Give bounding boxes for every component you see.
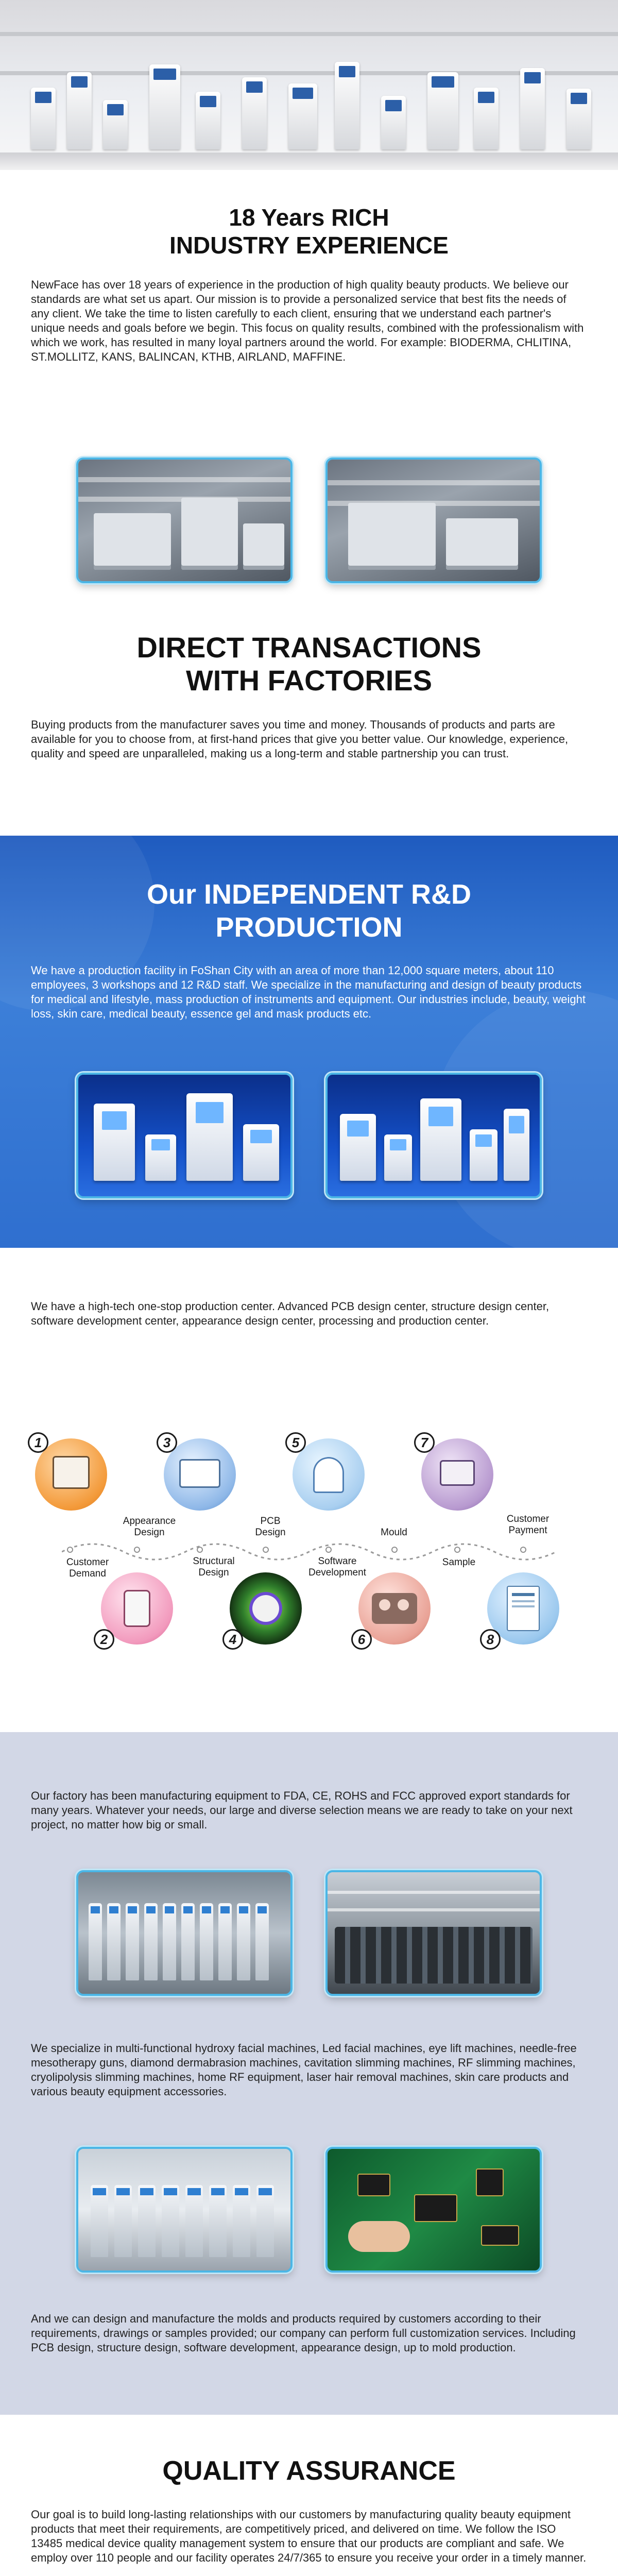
quality-title: QUALITY ASSURANCE [162,2456,456,2486]
experience-title-line2: INDUSTRY EXPERIENCE [169,232,449,259]
step-2-number: 2 [94,1629,114,1650]
direct-title-line1: DIRECT TRANSACTIONS [136,631,482,664]
flow-dot [520,1547,526,1553]
flow-dot [197,1547,203,1553]
flow-dot [391,1547,398,1553]
step-5-number: 5 [285,1432,306,1453]
rd-title-line1: Our INDEPENDENT R&D [146,879,472,910]
flow-dot [67,1547,73,1553]
step-1-label: Customer Demand [66,1557,109,1579]
rd-body: We have a production facility in FoShan City with an area of more than 12,000 square meters, about 110 employees, 3 workshops and 12 R&D staff. We specialize in the manufacturing and design of beauty products for medical and lifestyle, mass production of instruments and equipment. Our industries include, beauty, weight loss, skin care, medical beauty, essence gel and mask products etc. [31,964,586,1020]
product-showcase-photo [76,1073,293,1198]
step-8-number: 8 [480,1629,501,1650]
hero-showroom-image [0,0,618,170]
step-3-number: 3 [157,1432,177,1453]
quality-section [0,2415,618,2576]
flow-dot [263,1547,269,1553]
step-7-number: 7 [414,1432,435,1453]
direct-title [31,631,587,697]
factory-photo [325,457,542,583]
process-diagram [0,1418,618,1696]
product-showcase-photo [325,1073,542,1198]
step-8-label: Sample [442,1557,476,1568]
process-section [0,1248,618,1732]
step-5-label: PCB Design [255,1516,286,1538]
factory-photo [76,457,293,583]
factory-para-3: And we can design and manufacture the molds and products required by customers according to their requirements, drawings or samples provided; our company can perform full customization services. Including PCB design, structure design, software development, appearance design, up to mold production. [31,2312,576,2354]
experience-section [0,204,618,430]
customer-payment-label: Customer Payment [506,1514,550,1536]
direct-title-line2: WITH FACTORIES [185,664,433,697]
pcb-assembly-photo [325,2147,542,2273]
experience-title [31,204,587,259]
rd-section [0,836,618,1248]
process-intro: We have a high-tech one-stop production center. Advanced PCB design center, structure design center, software development center, appearance design center, processing and production center. [31,1300,550,1327]
step-4-number: 4 [222,1629,243,1650]
direct-body: Buying products from the manufacturer saves you time and money. Thousands of products and parts are available for you to choose from, at first-hand prices that give you better value. Our knowledge, experience, quality and speed are unparalleled, making us a long-term and stable partnership you can trust. [31,718,569,760]
rd-title-line2: PRODUCTION [215,912,403,943]
finished-machines-photo [76,2147,293,2273]
factory-photos-row-1 [0,457,618,583]
production-line-photo [76,1870,293,1996]
step-4-label: Structural Design [193,1556,235,1578]
step-3-label: Appearance Design [123,1516,176,1538]
rd-title [31,878,587,944]
factory-para-1: Our factory has been manufacturing equipment to FDA, CE, ROHS and FCC approved export standards for many years. Whatever your needs, our large and diverse selection means we are ready to take on your next project, no matter how big or small. [31,1789,573,1831]
quality-para-1: Our goal is to build long-lasting relationships with our customers by manufacturing quality beauty equipment products that meet their requirements, are competitively priced, and delivered on time. We follow the ISO 13485 medical device quality management system to ensure that our products are compliant and safe. We employ over 110 people and our facility operates 24/7/365 to ensure you receive your order in a timely manner. [31,2508,587,2564]
direct-transactions-section [0,631,618,761]
flow-dot [325,1547,332,1553]
experience-body: NewFace has over 18 years of experience in the production of high quality beauty products. We believe our standards are what set us apart. Our mission is to provide a personalized service that best fits the needs of any client. We take the time to listen carefully to each client, ensuring that we understand each partner's unique needs and goals before we begin. This focus on quality results, combined with the professionalism with which we work, has resulted in many loyal partners around the world. For example: BIODERMA, CHLITINA, ST.MOLLITZ, KANS, BALINCAN, KTHB, AIRLAND, MAFFINE. [31,278,584,363]
step-7-label: Mould [381,1527,407,1538]
step-6-label: Software Development [308,1556,366,1578]
flow-dot [454,1547,460,1553]
assembly-workshop-photo [325,1870,542,1996]
step-1-number: 1 [28,1432,48,1453]
factory-para-2: We specialize in multi-functional hydroxy facial machines, Led facial machines, eye lift machines, needle-free mesotherapy guns, diamond dermabrasion machines, cavitation slimming machines, RF slimming machines, cryolipolysis slimming machines, home RF equipment, laser hair removal machines, skin care products and various beauty equipment accessories. [31,2042,577,2098]
factory-section [0,1732,618,2415]
experience-title-line1: 18 Years RICH [229,204,389,231]
step-6-number: 6 [351,1629,372,1650]
flow-dot [134,1547,140,1553]
